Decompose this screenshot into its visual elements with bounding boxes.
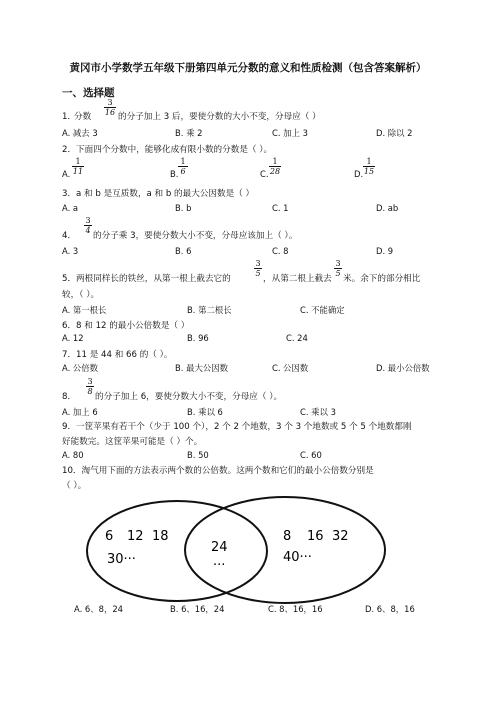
- question-text-line-2: 较，（ ）。: [62, 290, 100, 300]
- option-c[interactable]: C. 8、16，16: [268, 604, 323, 614]
- fraction-1: 3 5: [255, 259, 261, 278]
- option-d-fraction: 1 15: [363, 157, 375, 176]
- option-c[interactable]: C. 公因数: [272, 363, 309, 373]
- question-text: 2．下面四个分数中，能够化成有限小数的分数是（ ）。: [62, 145, 273, 155]
- question-text: 7．11 是 44 和 66 的（ ）。: [62, 350, 173, 360]
- option-c[interactable]: C. 60: [300, 450, 322, 460]
- option-a[interactable]: A. 6、8，24: [74, 604, 123, 614]
- venn-right-more: 40···: [283, 550, 312, 565]
- option-a[interactable]: A. 3: [62, 246, 79, 256]
- option-a[interactable]: A. 12: [62, 333, 84, 343]
- question-text: 6．8 和 12 的最小公倍数是（ ）: [62, 321, 190, 331]
- option-a[interactable]: A. 公倍数: [62, 363, 99, 373]
- option-b[interactable]: B. 乘 2: [175, 128, 203, 138]
- option-b[interactable]: B. 6、16，24: [170, 604, 225, 614]
- question-text-part-2: ，从第二根上截去: [263, 274, 332, 284]
- option-c-fraction: 1 28: [269, 157, 281, 176]
- option-c-label[interactable]: C.: [260, 169, 269, 179]
- option-c[interactable]: C. 乘以 3: [300, 407, 336, 417]
- venn-right-number: 8: [283, 529, 292, 544]
- option-d[interactable]: D. 最小公倍数: [376, 363, 430, 373]
- option-a-fraction: 1 11: [72, 157, 84, 176]
- venn-center-number: 24: [211, 540, 228, 555]
- option-a[interactable]: A. 加上 6: [62, 407, 98, 417]
- option-b-fraction: 1 6: [178, 157, 188, 176]
- fraction-2: 3 5: [335, 259, 341, 278]
- fraction: 3 8: [87, 377, 93, 396]
- question-text-part-3: 米。余下的部分相比: [343, 274, 421, 284]
- question-text-line-1: 9．一筐苹果有若干个（少于 100 个），2 个 2 个地数，3 个 3 个地数或 5 个 5 个地数都刚: [62, 422, 412, 432]
- question-number: 4．: [62, 231, 77, 241]
- venn-right-number: 16: [307, 529, 324, 544]
- question-text: 3．a 和 b 是互质数，a 和 b 的最大公因数是（ ）: [62, 189, 255, 199]
- option-b-label[interactable]: B.: [170, 169, 179, 179]
- option-b[interactable]: B. 乘以 6: [187, 407, 223, 417]
- option-b[interactable]: B. 第二根长: [187, 305, 232, 315]
- option-c[interactable]: C. 24: [286, 333, 308, 343]
- venn-center-more: ···: [213, 558, 226, 573]
- option-b[interactable]: B. 6: [175, 246, 192, 256]
- option-d[interactable]: D. 9: [376, 246, 394, 256]
- question-text-part-1: 5．两根同样长的铁丝，从第一根上截去它的: [62, 274, 231, 284]
- venn-left-number: 18: [152, 529, 169, 544]
- option-c[interactable]: C. 加上 3: [272, 128, 308, 138]
- option-a[interactable]: A. 减去 3: [62, 128, 98, 138]
- option-d[interactable]: D. ab: [376, 203, 399, 213]
- fraction: 3 4: [85, 216, 91, 235]
- section-heading: 一、选择题: [62, 87, 115, 99]
- venn-left-ellipse: [87, 501, 267, 601]
- option-d[interactable]: D. 6、8，16: [365, 604, 415, 614]
- question-text: 的分子乘 3，要使分数大小不变，分母应该加上（ ）。: [93, 231, 298, 241]
- option-d[interactable]: D. 除以 2: [376, 128, 413, 138]
- venn-right-number: 32: [332, 529, 349, 544]
- question-number: 1．: [62, 112, 77, 122]
- option-c[interactable]: C. 8: [272, 246, 289, 256]
- option-b[interactable]: B. b: [175, 203, 192, 213]
- option-c[interactable]: C. 不能确定: [300, 305, 345, 315]
- option-a-label[interactable]: A.: [62, 169, 71, 179]
- option-b[interactable]: B. 50: [187, 450, 209, 460]
- venn-left-more: 30···: [107, 552, 136, 567]
- option-b[interactable]: B. 最大公因数: [175, 363, 228, 373]
- question-text-line-2: 好能数完。这筐苹果可能是（ ）个。: [62, 437, 203, 447]
- question-text-line-1: 10．淘气用下面的方法表示两个数的公倍数。这两个数和它们的最小公倍数分别是: [62, 466, 374, 476]
- option-c[interactable]: C. 1: [272, 203, 289, 213]
- document-title: 黄冈市小学数学五年级下册第四单元分数的意义和性质检测（包含答案解析）: [69, 62, 427, 74]
- question-text: 的分子加上 6，要使分数大小不变，分母应（ ）。: [95, 392, 283, 402]
- question-text: 的分子加上 3 后，要使分数的大小不变，分母应（ ）: [118, 112, 321, 122]
- fraction: 3 16: [104, 98, 116, 117]
- option-d-label[interactable]: D.: [354, 169, 364, 179]
- venn-left-number: 12: [127, 529, 144, 544]
- option-a[interactable]: A. 80: [62, 450, 84, 460]
- option-a[interactable]: A. a: [62, 203, 79, 213]
- question-number: 8．: [62, 392, 77, 402]
- question-text-line-2: （ ）。: [62, 481, 87, 491]
- venn-diagram: [85, 495, 390, 607]
- question-text-pre: 分数: [74, 112, 92, 122]
- venn-left-number: 6: [105, 529, 114, 544]
- option-a[interactable]: A. 第一根长: [62, 305, 107, 315]
- option-b[interactable]: B. 96: [187, 333, 209, 343]
